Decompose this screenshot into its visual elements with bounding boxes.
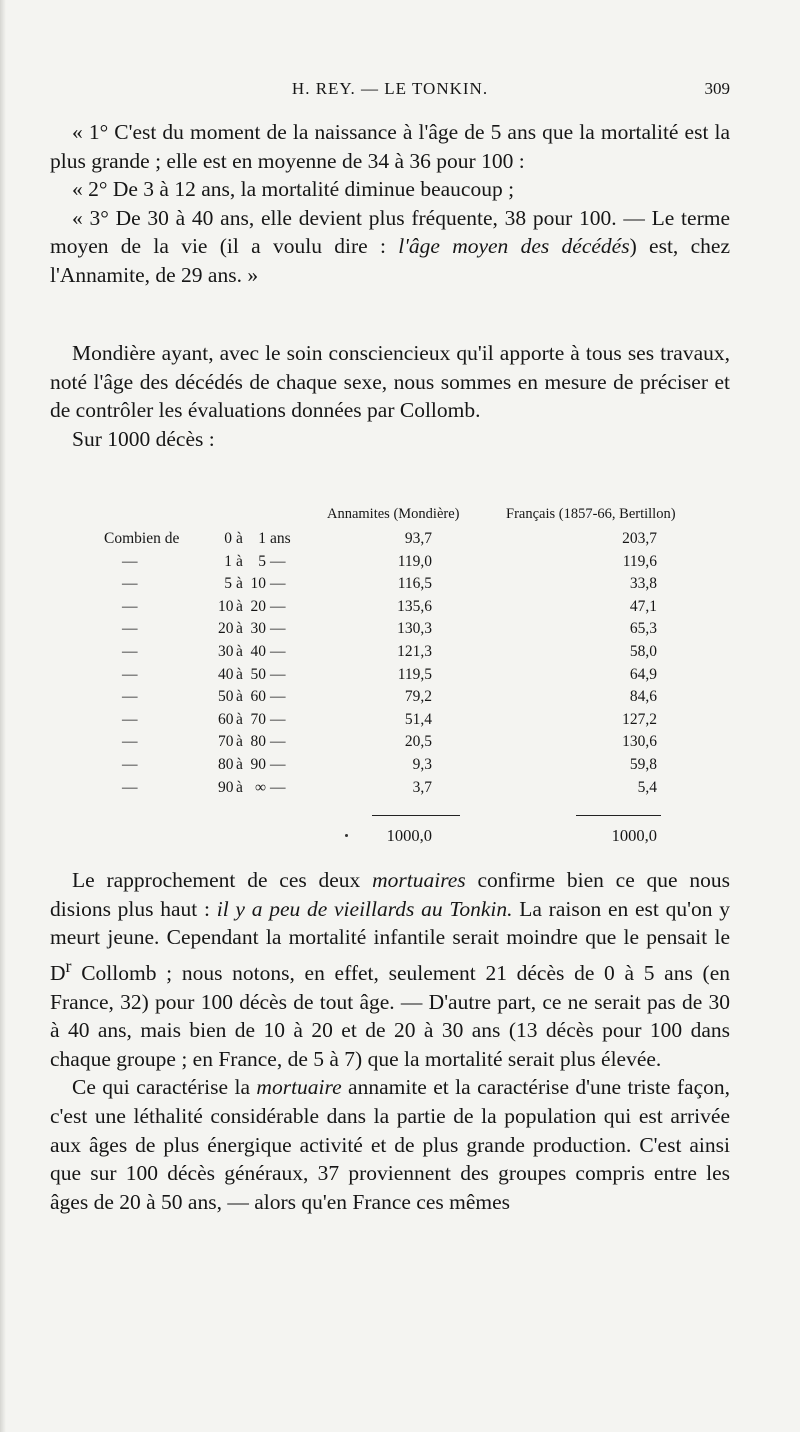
column-header-francais: Français (1857-66, Bertillon) — [506, 506, 676, 522]
table-row-dash: — — [122, 643, 138, 660]
quote-item-2: « 2° De 3 à 12 ans, la mortalité diminue beaucoup ; — [72, 177, 515, 202]
age-to: 5 — [258, 552, 266, 570]
quote-item-1: « 1° C'est du moment de la naissance à l'âge de 5 ans que la mortalité est la plus grande ; elle est en moyenne de 34 à 36 pour 100 : — [50, 120, 730, 173]
age-a: à — [236, 733, 243, 751]
age-to: 40 — [250, 643, 266, 660]
age-a: à — [236, 552, 243, 570]
age-unit: — — [270, 710, 286, 728]
total-rule-francais — [576, 815, 661, 816]
mondiere-text: Mondière ayant, avec le soin consciencieux qu'il apporte à tous ses travaux, noté l'âge des décédés de chaque sexe, nous sommes en mesure de préciser et de contrôler les évaluations données par Collomb. — [50, 341, 730, 423]
value-annamites: 135,6 — [397, 597, 432, 615]
age-a: à — [236, 620, 243, 638]
age-from: 60 — [218, 710, 234, 728]
mondiere-paragraph — [50, 339, 730, 453]
age-a: à — [236, 575, 243, 593]
value-francais: 203,7 — [622, 530, 657, 547]
age-unit: — — [270, 597, 286, 615]
rapprochement-paragraph — [50, 866, 730, 1073]
value-francais: 65,3 — [629, 620, 657, 638]
value-annamites: 51,4 — [404, 710, 432, 728]
column-header-annamites: Annamites (Mondière) — [327, 506, 460, 522]
bottom-superscript: r — [65, 955, 72, 976]
value-francais: 59,8 — [629, 756, 657, 773]
total-annamites: 1000,0 — [386, 826, 432, 845]
value-francais: 58,0 — [629, 643, 657, 660]
age-from: 1 — [224, 552, 232, 570]
age-from: 40 — [218, 665, 234, 683]
age-from: 80 — [218, 756, 234, 773]
quote-item-3 — [50, 204, 730, 290]
age-to: 30 — [250, 620, 266, 638]
age-a: à — [236, 665, 243, 683]
caracterise-paragraph — [50, 1073, 730, 1216]
total-francais: 1000,0 — [611, 826, 657, 845]
bottom-text-3: La raison en est qu'on y meurt jeune. Cependant la mortalité infantile serait moindre que le pensait le D — [50, 896, 730, 985]
age-unit: — — [270, 778, 286, 796]
age-from: 0 — [224, 530, 232, 547]
value-francais: 64,9 — [629, 665, 657, 683]
quote-item-3-end: ) est, chez l'Annamite, de 29 ans. » — [50, 234, 730, 287]
age-from: 90 — [218, 778, 234, 796]
age-to: 70 — [250, 710, 266, 728]
discussion-paragraphs — [50, 866, 730, 1216]
page-number: 309 — [704, 79, 730, 98]
table-row-dash: — — [122, 575, 138, 593]
table-row-dash: — — [122, 778, 138, 796]
bottom-text-5: Ce qui caractérise la — [72, 1075, 257, 1100]
age-unit: ans — [270, 530, 291, 547]
bottom-italic-vieillards: il y a peu de vieillards au Tonkin. — [216, 896, 513, 921]
table-row-dash: — — [122, 733, 138, 751]
value-francais: 33,8 — [629, 575, 657, 593]
value-annamites: 121,3 — [397, 643, 432, 660]
age-unit: — — [270, 756, 286, 773]
age-unit: — — [270, 688, 286, 706]
age-unit: — — [270, 552, 286, 570]
age-to: 20 — [250, 597, 266, 615]
quote-item-3-italic: l'âge moyen des décédés — [398, 234, 630, 259]
opening-quotation — [50, 118, 730, 290]
table-row-dash: — — [122, 710, 138, 728]
age-from: 20 — [218, 620, 234, 638]
table-row-dash: — — [122, 597, 138, 615]
value-francais: 84,6 — [629, 688, 657, 706]
age-unit: — — [270, 665, 286, 683]
bottom-italic-mortuaire: mortuaire — [256, 1075, 342, 1100]
age-a: à — [236, 756, 243, 773]
age-from: 10 — [218, 597, 234, 615]
value-annamites: 116,5 — [397, 575, 432, 593]
table-row-label: Combien de — [104, 530, 180, 547]
value-annamites: 119,0 — [397, 552, 432, 570]
running-title: H. REY. — LE TONKIN. — [291, 79, 489, 98]
age-from: 5 — [224, 575, 232, 593]
total-rule-annamites — [372, 815, 460, 816]
age-unit: — — [270, 575, 286, 593]
age-to: 80 — [250, 733, 266, 751]
age-to: ∞ — [254, 778, 266, 796]
value-annamites: 119,5 — [397, 665, 432, 683]
bottom-text-4: Collomb ; nous notons, en effet, seulement 21 décès de 0 à 5 ans (en France, 32) pour 100 décès de tout âge. — D'autre part, ce ne serait pas de 30 à 40 ans, mais bien de 10 à 20 et de 20 à 30 ans (13 décès pour 100 dans chaque groupe ; en France, de 5 à 7) que la mortalité serait plus élevée. — [50, 960, 730, 1071]
age-to: 50 — [250, 665, 266, 683]
age-from: 70 — [218, 733, 234, 751]
table-row-dash: — — [122, 552, 138, 570]
value-francais: 119,6 — [622, 552, 657, 570]
value-francais: 127,2 — [622, 710, 657, 728]
age-a: à — [236, 688, 243, 706]
age-to: 10 — [250, 575, 266, 593]
value-francais: 5,4 — [637, 778, 657, 796]
value-annamites: 3,7 — [412, 778, 432, 796]
age-to: 1 — [258, 530, 266, 547]
age-from: 50 — [218, 688, 234, 706]
table-row-dash: — — [122, 620, 138, 638]
table-row-dash: — — [122, 756, 138, 773]
value-annamites: 20,5 — [404, 733, 432, 751]
stray-mark — [345, 834, 348, 837]
age-a: à — [236, 778, 243, 796]
age-unit: — — [270, 620, 286, 638]
bottom-text-6: annamite et la caractérise d'une triste façon, c'est une léthalité considérable dans la partie de la population qui est arrivée aux âges de plus énergique activité et de plus grande production. C'est ainsi que sur 100 décès généraux, 37 proviennent des groupes compris entre les âges de 20 à 50 ans, — alors qu'en France ces mêmes — [50, 1075, 731, 1214]
age-a: à — [236, 643, 243, 660]
age-to: 60 — [250, 688, 266, 706]
age-a: à — [236, 710, 243, 728]
age-to: 90 — [250, 756, 266, 773]
age-unit: — — [270, 733, 286, 751]
value-annamites: 93,7 — [404, 530, 432, 547]
value-annamites: 79,2 — [404, 688, 432, 706]
age-a: à — [236, 597, 243, 615]
age-from: 30 — [218, 643, 234, 660]
age-a: à — [236, 530, 243, 547]
bottom-text-2: confirme bien ce que nous disions plus haut : — [50, 868, 730, 921]
table-row-dash: — — [122, 688, 138, 706]
page-edge-shadow — [0, 0, 6, 1432]
quote-item-3-text: « 3° De 30 à 40 ans, elle devient plus fréquente, 38 pour 100. — Le terme moyen de la vie (il a voulu dire : — [50, 205, 730, 259]
value-francais: 47,1 — [629, 597, 657, 615]
table-row-dash: — — [122, 665, 138, 683]
running-header — [50, 79, 730, 105]
age-unit: — — [270, 643, 286, 660]
value-annamites: 9,3 — [412, 756, 432, 773]
value-francais: 130,6 — [622, 733, 657, 751]
bottom-text-1: Le rapprochement de ces deux — [72, 868, 373, 892]
value-annamites: 130,3 — [397, 620, 432, 638]
table-intro: Sur 1000 décès : — [72, 426, 215, 451]
bottom-italic-mortuaires: mortuaires — [372, 868, 466, 892]
